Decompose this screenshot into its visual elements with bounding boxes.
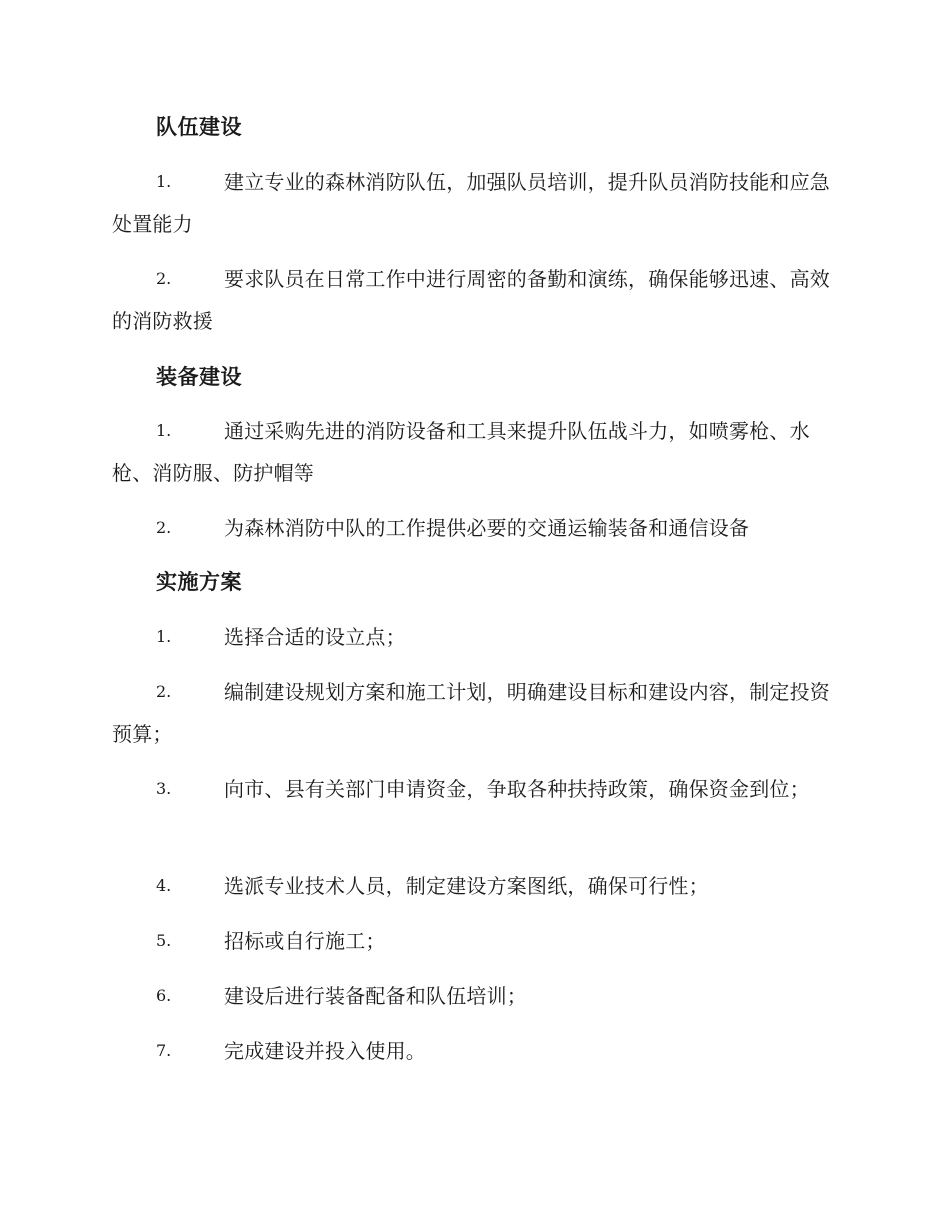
list-item-number: 1.: [156, 627, 172, 646]
list-item-number: 1.: [156, 172, 172, 191]
list-item: [112, 768, 837, 810]
list-item: [112, 616, 837, 658]
list-item: [112, 920, 837, 962]
list-item: [112, 1030, 837, 1072]
list-item-number: 2.: [156, 518, 172, 537]
list-item: [112, 410, 837, 494]
list-item-text: 通过采购先进的消防设备和工具来提升队伍战斗力，如喷雾枪、水枪、消防服、防护帽等: [112, 419, 810, 485]
list-item-text: 为森林消防中队的工作提供必要的交通运输装备和通信设备: [224, 516, 750, 540]
list-item-number: 1.: [156, 421, 172, 440]
section-heading: 实施方案: [156, 569, 242, 594]
list-item-number: 4.: [156, 876, 172, 895]
list-item-text: 建立专业的森林消防队伍，加强队员培训，提升队员消防技能和应急处置能力: [112, 170, 830, 236]
list-item-text: 建设后进行装备配备和队伍培训；: [224, 984, 527, 1008]
list-item-text: 编制建设规划方案和施工计划，明确建设目标和建设内容，制定投资预算；: [112, 680, 830, 746]
list-item-text: 选择合适的设立点；: [224, 625, 406, 649]
list-item-number: 3.: [156, 779, 172, 798]
list-item-number: 2.: [156, 269, 172, 288]
section-heading: 装备建设: [156, 364, 242, 389]
list-item: [112, 258, 837, 342]
list-item-number: 7.: [156, 1041, 172, 1060]
list-item: [112, 161, 837, 245]
list-item-number: 5.: [156, 931, 172, 950]
list-item: [112, 507, 837, 549]
list-item-text: 要求队员在日常工作中进行周密的备勤和演练，确保能够迅速、高效的消防救援: [112, 267, 830, 333]
list-item-text: 招标或自行施工；: [224, 929, 386, 953]
list-item: [112, 975, 837, 1017]
list-item: [112, 671, 837, 755]
list-item-text: 完成建设并投入使用。: [224, 1039, 426, 1063]
list-item-number: 6.: [156, 986, 172, 1005]
list-item-number: 2.: [156, 682, 172, 701]
list-item-text: 向市、县有关部门申请资金，争取各种扶持政策，确保资金到位；: [224, 777, 810, 801]
list-item: [112, 865, 837, 907]
section-heading: 队伍建设: [156, 114, 242, 139]
list-item-text: 选派专业技术人员，制定建设方案图纸，确保可行性；: [224, 874, 709, 898]
